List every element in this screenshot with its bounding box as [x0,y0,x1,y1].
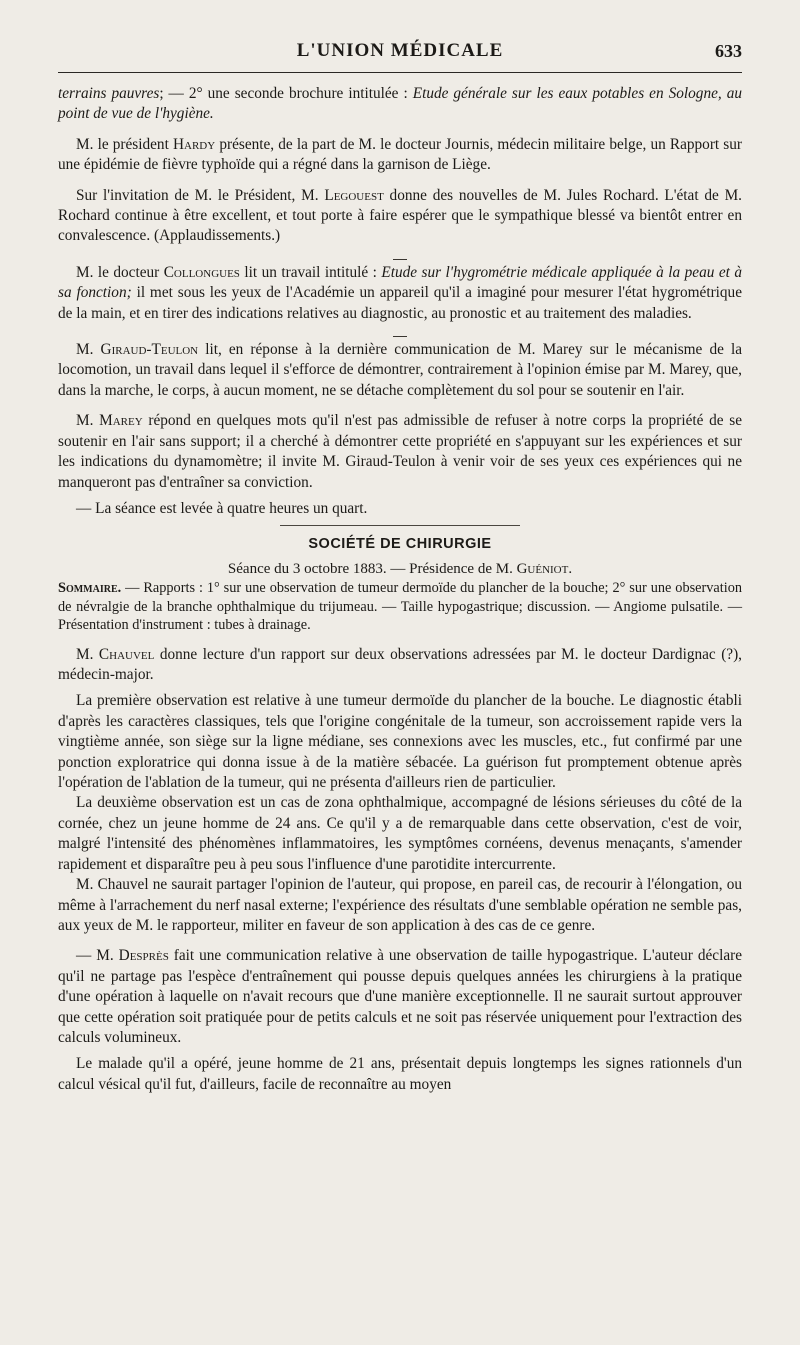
text: il met sous les yeux de l'Académie un appareil qu'il a imaginé pour mesurer l'état hygrométrique de la main, et en tirer des indications relatives au diagnostic, au pronostic et au traitement des maladies. [58,284,743,322]
text: M. [76,645,99,663]
text: donne des nouvelles de M. Jules Rochard. L'état de M. Rochard continue à être excellent, et tout porte à faire espérer que le sympathique blessé va bientôt entrer en convalescence. (Applaudissements.) [58,186,742,245]
sommaire [58,579,742,635]
person-name: Collongues [163,263,240,281]
person-name: Guéniot [516,560,569,577]
person-name: Desprès [118,947,169,965]
paragraph-chauvel-opinion: M. Chauvel ne saurait partager l'opinion de l'auteur, qui propose, en pareil cas, de recourir à l'élongation, ou même à l'arrachement du nerf nasal externe; l'expérience des résultats d'une semblable opération ne semble pas, aux yeux de M. le rapporteur, militer en faveur de son application à des cas de ce genre. [58,876,742,934]
text-italic: Etude générale sur les eaux potables en Sologne, au point de vue de l'hygiène. [58,85,743,123]
paragraph-giraud-teulon [58,340,742,401]
paragraph-second-observation: La deuxième observation est un cas de zona ophthalmique, accompagné de lésions sérieuses du côté de la cornée, chez un jeune homme de 24 ans. Ce qu'il y a de remarquable dans cette observation, c'est de voir, malgré l'intensité des phénomènes inflammatoires, les symptômes cornéens, devenus menaçants, s'amender rapidement et disparaître peu à peu sous l'influence d'une parotidite intercurrente. [58,794,742,873]
sommaire-text: — Rapports : 1° sur une observation de tumeur dermoïde du plancher de la bouche; 2° sur une observation de névralgie de la branche ophthalmique du trijumeau. — Taille hypogastrique; discussion. — Angiome pulsatile. — Présentation d'instrument : tubes à drainage. [58,580,742,634]
text-italic: terrains pauvres [58,85,160,102]
paragraph-seance-levee: — La séance est levée à quatre heures un quart. [76,499,368,517]
text: lit un travail intitulé : [239,263,382,281]
paragraph-brochure [58,84,742,125]
person-name: Chauvel [98,645,155,663]
paragraph-hardy [58,135,742,176]
text: répond en quelques mots qu'il n'est pas admissible de refuser à notre corps la propriété de se soutenir en l'air sans support; il a cherché à démontrer cette propriété en s'appuyant sur les expériences et sur les indications du dynamomètre; il invite M. Giraud-Teulon à venir voir de ses yeux ces expériences qui ne manqueront pas d'entraîner sa conviction. [58,412,742,491]
person-name: Giraud-Teulon [100,341,199,359]
page-header [58,40,742,70]
text: . [568,560,573,577]
paragraph-malade: Le malade qu'il a opéré, jeune homme de 21 ans, présentait depuis longtemps les signes rationnels d'un calcul vésical qu'il fut, d'ailleurs, facile de reconnaître au moyen [58,1055,742,1093]
paragraph-marey [58,411,742,493]
society-title: SOCIÉTÉ DE CHIRURGIE [308,536,492,553]
text: fait une communication relative à une observation de taille hypogastrique. L'auteur déclare qu'il ne partage pas l'espèce d'entraînement qui pousse depuis quelques années les chirurgiens à la pratique d'une opération à laquelle on n'avait recours que d'une manière exceptionnelle. Il ne saurait surtout approuver que cette opération soit pratiquée pour de petits calculs et ne soit pas réservée uniquement pour l'extraction des calculs volumineux. [58,947,742,1046]
text-column [58,84,742,1095]
paragraph-first-observation: La première observation est relative à une tumeur dermoïde du plancher de la bouche. Le diagnostic établi d'après les caractères classiques, tels que l'origine congénitale de la tumeur, son accroissement rapide vers la vingtième année, son siège sur la ligne médiane, ses connexions avec les muscles, etc., fut confirmé par une ponction exploratrice qui donna issue à de la matière sébacée. La guérison fut promptement obtenue après l'opération de l'ablation de la tumeur, qui ne présenta d'ailleurs rien de particulier. [58,692,742,792]
text: Séance du 3 octobre 1883. — Présidence de M. [227,560,517,577]
paragraph-collongues [58,263,742,324]
text: lit, en réponse à la dernière communication de M. Marey sur le mécanisme de la locomotion, un travail dans lequel il s'efforce de démontrer, contrairement à l'opinion émise par M. Marey, que, dans la marche, le corps, à aucun moment, ne se détache complètement du sol pour se soutenir en l'air. [58,341,743,399]
text: donne lecture d'un rapport sur deux observations adressées par M. le docteur Dardignac (?), médecin-major. [58,645,742,684]
session-line [58,559,742,579]
text: — M. [76,947,119,965]
text-italic: Etude sur l'hygrométrie médicale appliquée à la peau et à sa fonction; [58,263,742,302]
text: M. le président [76,135,173,153]
section-rule [280,525,520,526]
section-separator [58,249,742,261]
text: Sur l'invitation de M. le Président, M. [76,186,325,204]
text: M. [76,341,101,359]
text: ; — 2° une seconde brochure intitulée : [159,85,413,102]
text: M. le docteur [76,263,164,281]
text: présente, de la part de M. le docteur Journis, médecin militaire belge, un Rapport sur une épidémie de fièvre typhoïde qui a régné dans la garnison de Liège. [58,135,742,174]
paragraph-chauvel [58,645,742,686]
paragraph-despres [58,946,742,1048]
paragraph-legouest [58,186,742,247]
person-name: Hardy [172,135,216,153]
text: M. [76,412,100,430]
person-name: Legouest [324,186,384,204]
sommaire-label: Sommaire. [58,580,122,597]
section-separator [58,326,742,338]
running-title: L'UNION MÉDICALE [296,40,504,61]
person-name: Marey [99,412,143,430]
header-rule [58,72,742,73]
page-number: 633 [715,41,742,61]
